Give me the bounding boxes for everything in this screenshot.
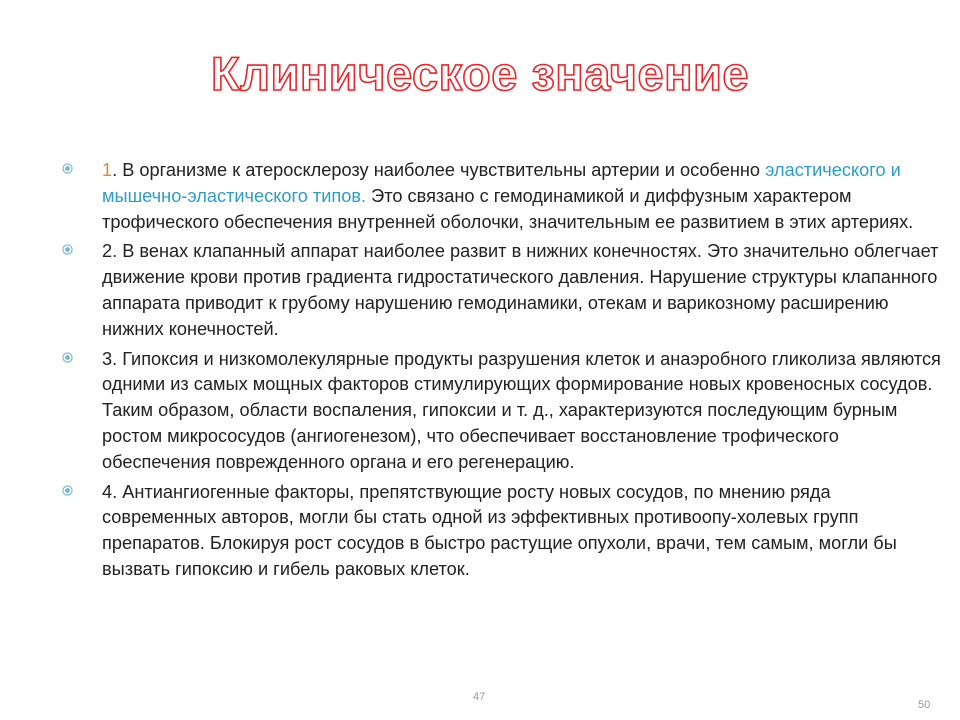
circle-bullet-icon <box>62 352 73 363</box>
list-item-2 <box>62 239 942 342</box>
item-text: 3. Гипоксия и низкомолекулярные продукты разрушения клеток и анаэробного гликолиза являются одними из самых мощных факторов стимулирующих формирование новых кровеносных сосудов. Таким образом, области воспаления, гипоксии и т. д., характеризуются последующим бурным ростом микрососудов (ангиогенезом), что обеспечивает восстановление трофического обеспечения поврежденного органа и его регенерацию. <box>102 348 941 472</box>
item-number: 1 <box>102 160 113 180</box>
item-highlight-text: эластического и мышечно-эластического типов. <box>102 160 901 206</box>
list-item-1 <box>62 158 942 235</box>
item-text-part-a: . В организме к атеросклерозу наиболее чувствительны артерии и особенно <box>112 160 766 180</box>
page-number-right: 50 <box>918 699 931 711</box>
slide-title: Клиническое значение <box>210 47 750 100</box>
content-list <box>62 158 942 587</box>
item-text: 4. Антиангиогенные факторы, препятствующие росту новых сосудов, по мнению ряда современных авторов, могли бы стать одной из эффективных противоопу-холевых групп препаратов. Блокируя рост сосудов в быстро растущие опухоли, врачи, тем самым, могли бы вызвать гипоксию и гибель раковых клеток. <box>102 481 897 579</box>
circle-bullet-icon <box>62 244 73 255</box>
list-item-3 <box>62 347 942 476</box>
circle-bullet-icon <box>62 485 73 496</box>
page-number-center: 47 <box>473 691 486 703</box>
circle-bullet-icon <box>62 163 73 174</box>
item-text-part-b: Это связано с гемодинамикой и диффузным характером трофического обеспечения внутренней оболочки, значительным ее развитием в этих артериях. <box>102 185 914 232</box>
item-text: 2. В венах клапанный аппарат наиболее развит в нижних конечностях. Это значительно облегчает движение крови против градиента гидростатического давления. Нарушение структуры клапанного аппарата приводит к грубому нарушению гемодинамики, отекам и варикозному расширению нижних конечностей. <box>102 241 939 339</box>
list-item-4 <box>62 480 942 583</box>
